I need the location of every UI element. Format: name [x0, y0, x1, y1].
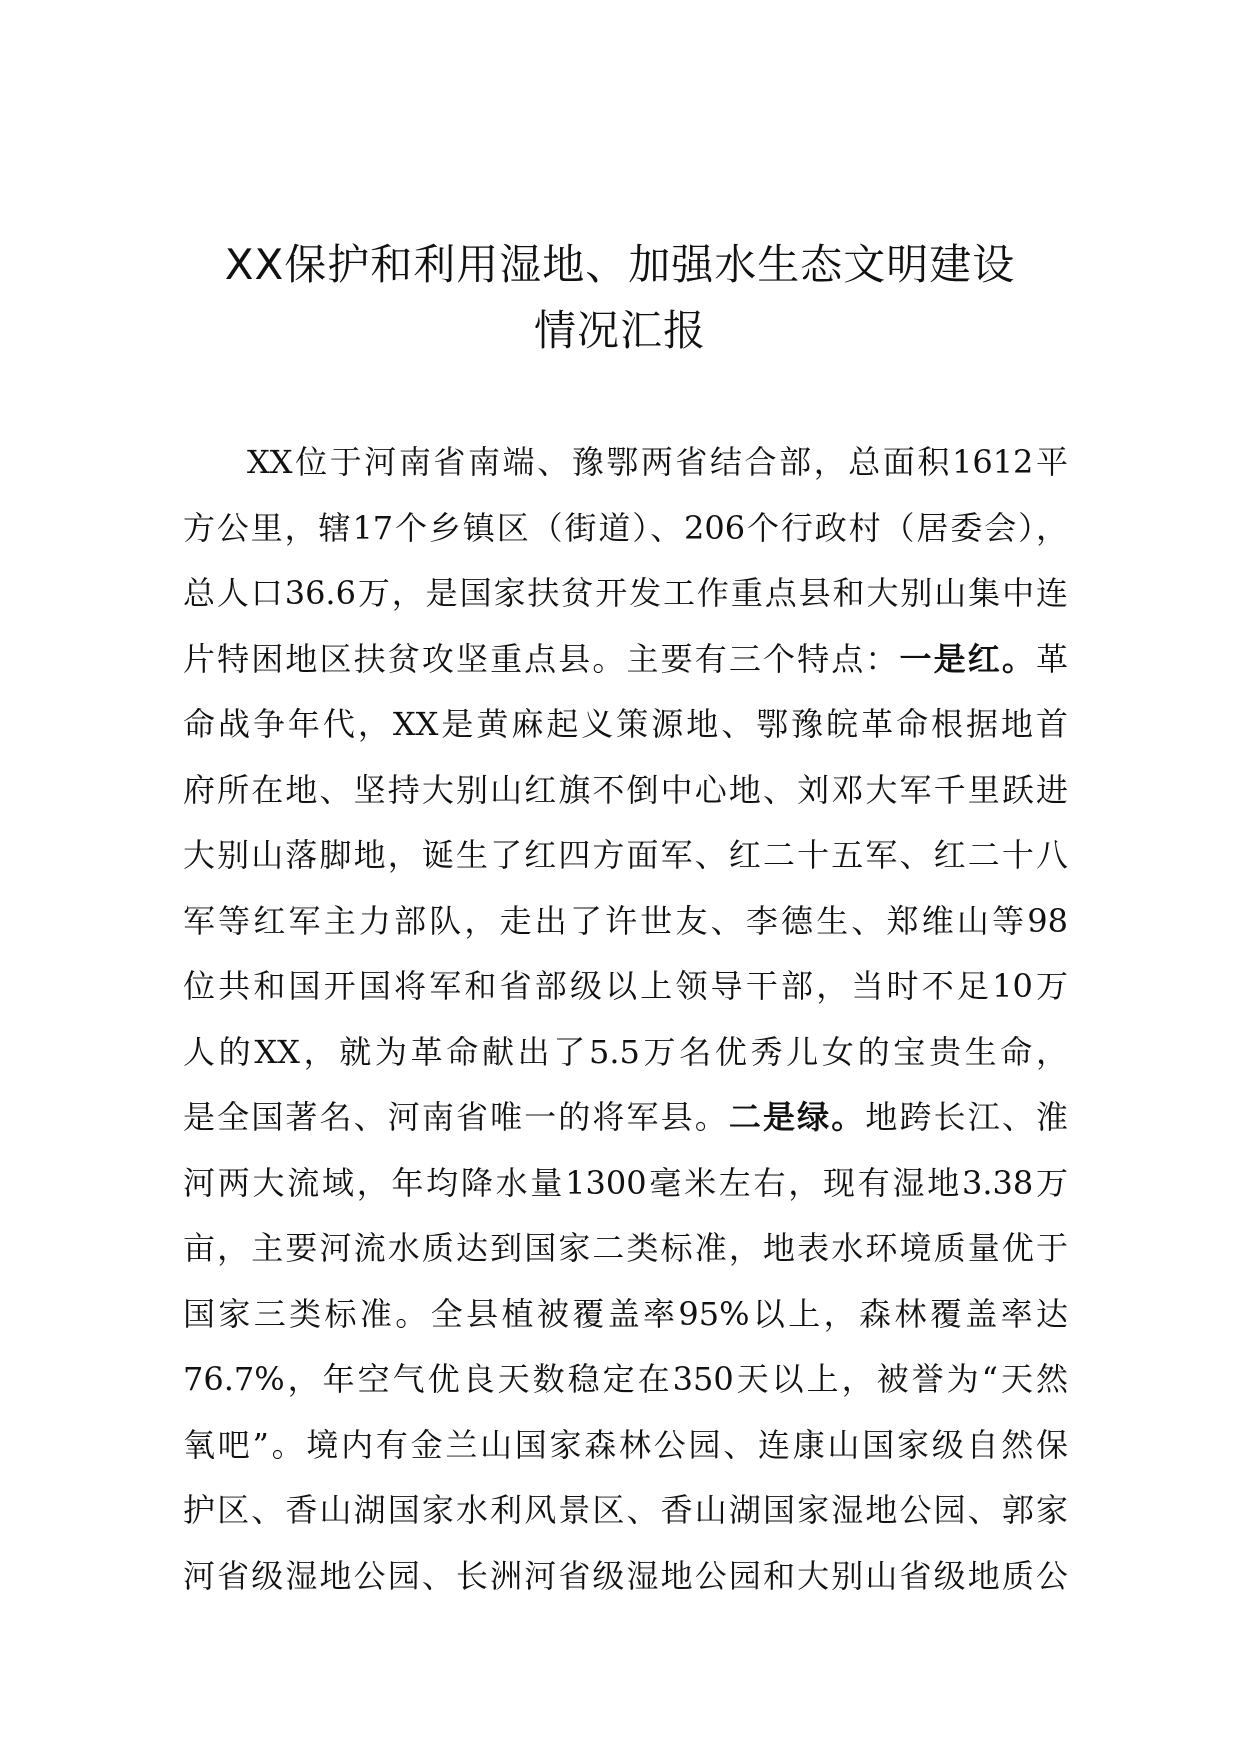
paragraph-line: [183, 496, 1068, 562]
line-text: 军等红军主力部队，走出了许世友、李德生、郑维山等98: [183, 901, 1068, 940]
line-text: 位共和国开国将军和省部级以上领导干部，当时不足10万: [183, 967, 1068, 1005]
line-text: 氧吧”。境内有金兰山国家森林公园、连康山国家级自然保: [183, 1425, 1068, 1464]
paragraph-line: [183, 1347, 1068, 1413]
paragraph-line: [183, 1216, 1068, 1282]
paragraph-line: [183, 758, 1068, 824]
paragraph-line: [183, 430, 1068, 496]
paragraph-line: [183, 1085, 1068, 1151]
paragraph-line: [183, 1282, 1068, 1348]
line-text: 河两大流域，年均降水量1300毫米左右，现有湿地3.38万: [183, 1163, 1068, 1202]
line-text: 是全国著名、河南省唯一的将军县。: [183, 1098, 729, 1136]
line-text: 总人口36.6万，是国家扶贫开发工作重点县和大别山集中连: [183, 574, 1068, 612]
emphasis-green: 二是绿。: [728, 1098, 866, 1136]
body-paragraph: [183, 430, 1068, 1609]
paragraph-line: [183, 1151, 1068, 1217]
line-text: 河省级湿地公园、长洲河省级湿地公园和大别山省级地质公: [183, 1556, 1068, 1595]
line-text: 命战争年代，XX是黄麻起义策源地、鄂豫皖革命根据地首: [183, 705, 1068, 743]
line-text: 地跨长江、淮: [865, 1098, 1068, 1136]
line-text: 革: [1035, 639, 1068, 678]
line-text: XX位于河南省南端、豫鄂两省结合部，总面积1612平: [247, 443, 1068, 481]
paragraph-line: [183, 889, 1068, 955]
line-text: 亩，主要河流水质达到国家二类标准，地表水环境质量优于: [183, 1229, 1068, 1267]
paragraph-line: [183, 954, 1068, 1020]
line-text: 府所在地、坚持大别山红旗不倒中心地、刘邓大军千里跃进: [183, 770, 1068, 809]
paragraph-line: [183, 561, 1068, 627]
paragraph-line: [183, 1020, 1068, 1086]
paragraph-line: [183, 692, 1068, 758]
line-text: 人的XX，就为革命献出了5.5万名优秀儿女的宝贵生命，: [183, 1032, 1068, 1071]
title-line-1: XX保护和利用湿地、加强水生态文明建设: [224, 240, 1016, 289]
title-line-2: 情况汇报: [533, 306, 706, 355]
document-title: [150, 232, 1090, 364]
paragraph-line: [183, 1478, 1068, 1544]
line-text: 国家三类标准。全县植被覆盖率95%以上，森林覆盖率达: [183, 1294, 1068, 1333]
paragraph-line: [183, 823, 1068, 889]
line-text: 76.7%，年空气优良天数稳定在350天以上，被誉为“天然: [183, 1360, 1068, 1398]
line-text: 片特困地区扶贫攻坚重点县。主要有三个特点：: [183, 639, 900, 678]
paragraph-line: [183, 1544, 1068, 1610]
line-text: 大别山落脚地，诞生了红四方面军、红二十五军、红二十八: [183, 836, 1068, 874]
line-text: 护区、香山湖国家水利风景区、香山湖国家湿地公园、郭家: [183, 1491, 1068, 1529]
line-text: 方公里，辖17个乡镇区（街道）、206个行政村（居委会），: [183, 508, 1068, 547]
emphasis-red: 一是红。: [899, 639, 1036, 678]
paragraph-line: [183, 627, 1068, 693]
paragraph-line: [183, 1413, 1068, 1479]
